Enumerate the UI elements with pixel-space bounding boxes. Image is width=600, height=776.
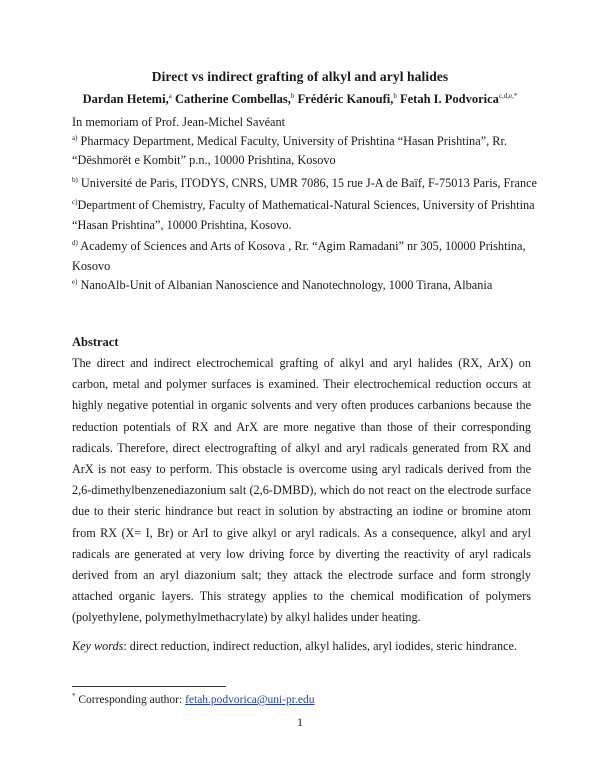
author-affiliation-mark: b [393,92,397,100]
affiliation-a [72,134,507,149]
keywords-line [72,639,517,654]
affiliation-d [72,239,526,254]
affiliation-text: Department of Chemistry, Faculty of Mathematical-Natural Sciences, University of Prishtina [77,198,535,213]
affiliation-mark: b) [72,176,78,184]
affiliation-c-cont: “Hasan Prishtina”, 10000 Prishtina, Kosovo. [72,218,292,232]
footnote [72,692,314,706]
affiliation-d-cont: Kosovo [72,259,111,273]
author-name: Dardan Hetemi, [82,92,169,107]
footnote-label: Corresponding author: [75,693,186,706]
footnote-mark: * [72,692,76,700]
affiliation-text: Pharmacy Department, Medical Faculty, University of Prishtina “Hasan Prishtina”, Rr. [80,134,507,149]
keywords-label: Key words [72,639,124,653]
affiliation-c [72,198,535,213]
author-affiliation-mark: a [168,92,172,100]
affiliation-text: NanoAlb-Unit of Albanian Nanoscience and Nanotechnology, 1000 Tirana, Albania [80,278,493,293]
author-name: Catherine Combellas, [174,92,291,107]
keywords-list: : direct reduction, indirect reduction, alkyl halides, aryl iodides, steric hindrance. [123,639,517,653]
affiliation-b [72,176,537,191]
paper-title: Direct vs indirect grafting of alkyl and aryl halides [151,69,449,84]
author-name: Fetah I. Podvorica [399,92,499,107]
affiliation-mark: a) [72,134,78,142]
affiliation-mark: e) [72,278,78,286]
memoriam-note: In memoriam of Prof. Jean-Michel Savéant [72,115,286,129]
author-email-link[interactable]: fetah.podvorica@uni-pr.edu [185,693,315,706]
author-affiliation-mark: c,d,e,* [498,92,518,100]
affiliation-mark: c) [72,198,78,206]
author-list [0,92,600,107]
page-number: 1 [297,715,303,729]
affiliation-a-cont: “Dëshmorët e Kombit” p.n., 10000 Prishtina, Kosovo [72,153,336,167]
author-name: Frédéric Kanoufi, [297,92,394,107]
author-affiliation-mark: b [290,92,295,100]
abstract-body: The direct and indirect electrochemical grafting of alkyl and aryl halides (RX, ArX) on carbon, metal and polymer surfaces is examined. Their electrochemical reduction occurs at highly negative potential in organic solvents and very often produces carbanions because the reduction potentials of RX and ArX are more negative than those of their corresponding radicals. Therefore, direct electrografting of alkyl and aryl radicals generated from RX and ArX is not easy to perform. This obstacle is overcome using aryl radicals derived from the 2,6-dimethylbenzenediazonium salt (2,6-DMBD), which do not react on the electrode surface due to their steric hindrance but react in solution by abstracting an iodine or bromine atom from RX (X= I, Br) or ArI to give alkyl or aryl radicals. As a consequence, alkyl and aryl radicals are generated at very low driving force by diverting the reactivity of aryl radicals derived from an aryl diazonium salt; they attack the electrode surface and form strongly attached organic layers. This strategy applies to the chemical modification of polymers (polyethylene, polymethylmethacrylate) by alkyl halides under heating. [72,356,531,625]
abstract-heading: Abstract [72,335,119,349]
affiliation-mark: d) [72,239,78,247]
affiliation-text: Academy of Sciences and Arts of Kosova , Rr. “Agim Ramadani” nr 305, 10000 Prishtina, [80,239,526,254]
affiliation-text: Université de Paris, ITODYS, CNRS, UMR 7086, 15 rue J-A de Baïf, F-75013 Paris, France [80,176,538,191]
footnote-separator [72,686,226,687]
affiliation-e [72,278,492,293]
